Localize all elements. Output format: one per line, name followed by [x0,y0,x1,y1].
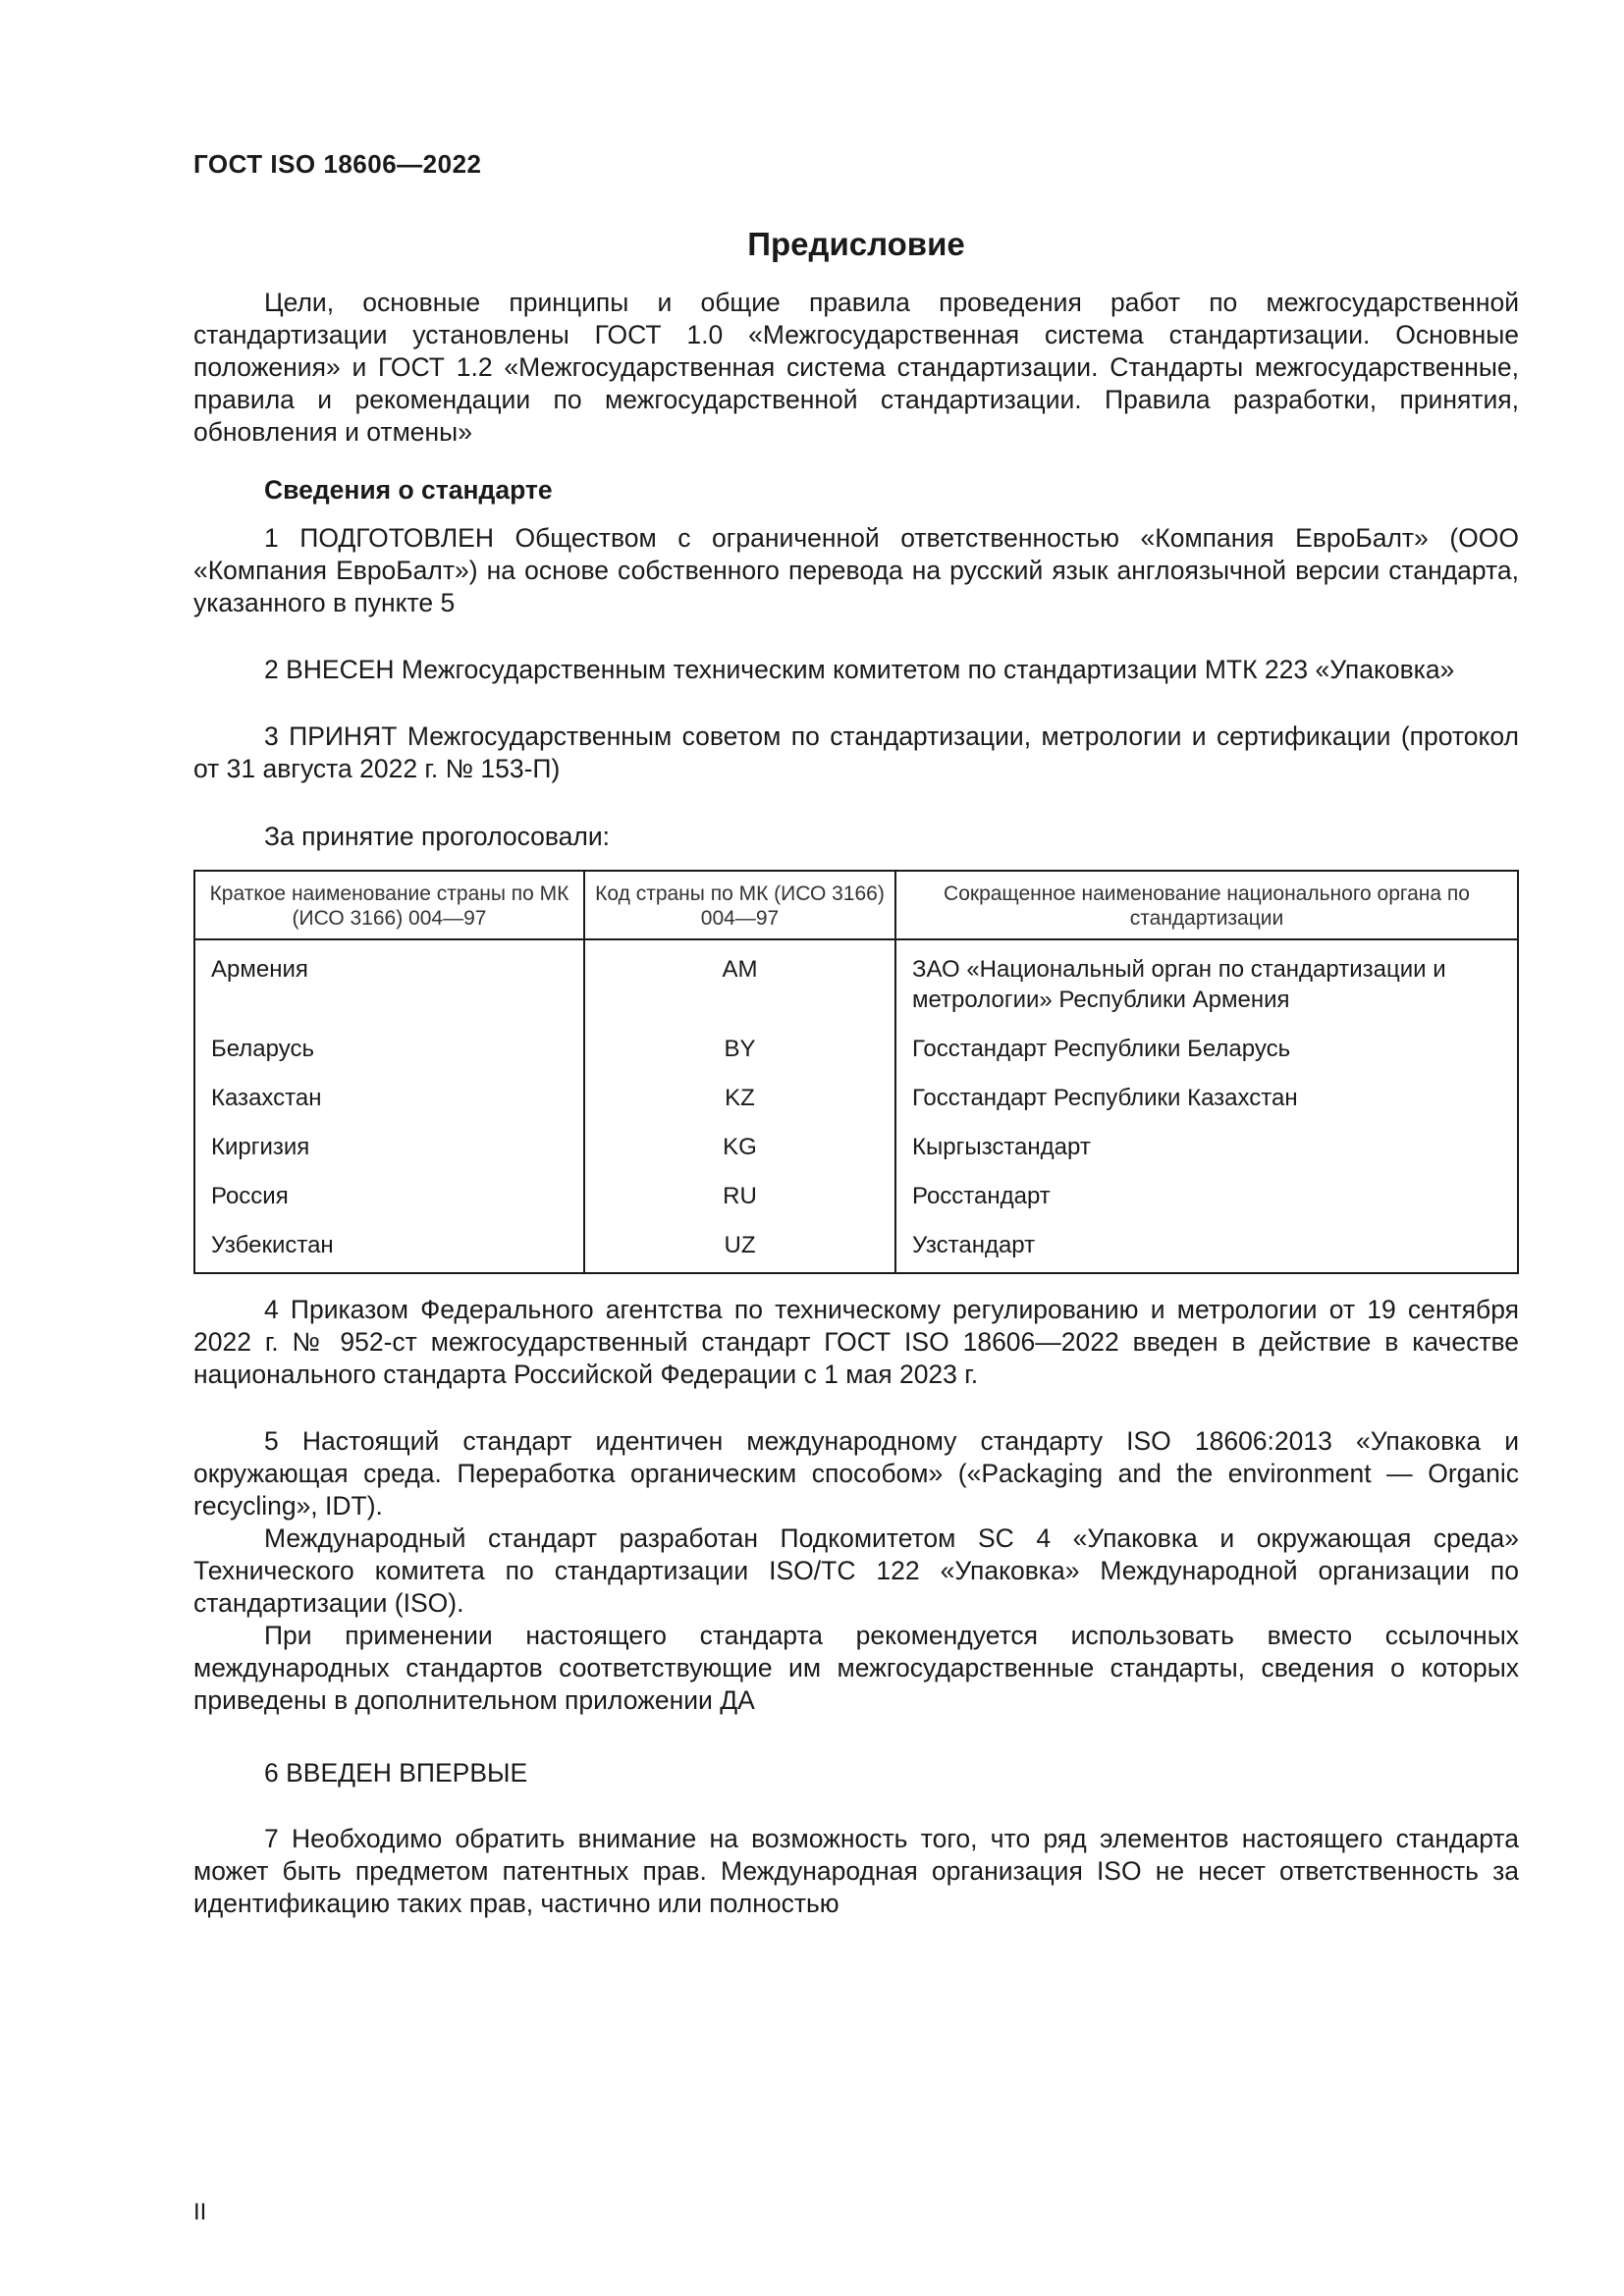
cell-country: Казахстан [194,1075,584,1124]
page-title: Предисловие [747,226,965,262]
table-header-row [194,871,1518,939]
voting-table [193,870,1519,1274]
table-row [194,1075,1518,1124]
cell-country: Киргизия [194,1124,584,1173]
vote-intro-text: За принятие проголосовали: [264,822,611,851]
item-1 [193,522,1519,619]
cell-code: UZ [584,1222,895,1273]
item-1-text: 1 ПОДГОТОВЛЕН Обществом с ограниченной ответственностью «Компания ЕвроБалт» (ООО «Компания ЕвроБалт») на основе собственного перевода на русский язык англоязычной версии стандарта, указанного в пункте 5 [193,523,1519,617]
intro-paragraph [193,287,1519,449]
item-3-text: 3 ПРИНЯТ Межгосударственным советом по стандартизации, метрологии и сертификации (протокол от 31 августа 2022 г. № 153-П) [193,721,1519,783]
item-6-text: 6 ВВЕДЕН ВПЕРВЫЕ [264,1758,528,1788]
table-row [194,1026,1518,1075]
document-page [193,0,1519,2296]
table-row [194,1222,1518,1273]
item-3 [193,721,1519,785]
cell-code: KG [584,1124,895,1173]
item-7 [193,1823,1519,1920]
header-country: Краткое наименование страны по МК (ИСО 3166) 004—97 [194,871,584,939]
page-number: II [193,2199,207,2225]
vote-intro [193,822,1519,852]
cell-body: ЗАО «Национальный орган по стандартизации и метрологии» Республики Армения [895,939,1518,1026]
document-header: ГОСТ ISO 18606—2022 [193,149,482,179]
table-row [194,939,1518,1026]
item-4 [193,1294,1519,1391]
cell-country: Армения [194,939,584,1026]
cell-country: Россия [194,1173,584,1222]
cell-code: KZ [584,1075,895,1124]
cell-country: Узбекистан [194,1222,584,1273]
header-code: Код страны по МК (ИСО 3166) 004—97 [584,871,895,939]
item-2 [193,654,1519,686]
item-7-text: 7 Необходимо обратить внимание на возможность того, что ряд элементов настоящего стандарта может быть предметом патентных прав. Международная организация ISO не несет ответственность за идентификацию таких прав, частично или полностью [193,1824,1519,1918]
item-2-text: 2 ВНЕСЕН Межгосударственным техническим комитетом по стандартизации МТК 223 «Упаковка» [264,655,1455,684]
item-5c-text: При применении настоящего стандарта рекомендуется использовать вместо ссылочных международных стандартов соответствующие им межгосударственные стандарты, сведения о которых приведены в дополнительном приложении ДА [193,1621,1519,1715]
cell-body: Госстандарт Республики Казахстан [895,1075,1518,1124]
cell-code: RU [584,1173,895,1222]
info-heading [193,475,1519,506]
table-row [194,1173,1518,1222]
cell-body: Узстандарт [895,1222,1518,1273]
header-body: Сокращенное наименование национального органа по стандартизации [895,871,1518,939]
cell-body: Росстандарт [895,1173,1518,1222]
item-6 [193,1757,1519,1789]
item-5a-text: 5 Настоящий стандарт идентичен международному стандарту ISO 18606:2013 «Упаковка и окружающая среда. Переработка органическим способом» («Packaging and the environment — Organic recycling», IDT). [193,1426,1519,1521]
intro-text: Цели, основные принципы и общие правила проведения работ по межгосударственной стандартизации установлены ГОСТ 1.0 «Межгосударственная система стандартизации. Основные положения» и ГОСТ 1.2 «Межгосударственная система стандартизации. Стандарты межгосударственные, правила и рекомендации по межгосударственной стандартизации. Правила разработки, принятия, обновления и отмены» [193,288,1519,447]
cell-country: Беларусь [194,1026,584,1075]
table-row [194,1124,1518,1173]
cell-body: Госстандарт Республики Беларусь [895,1026,1518,1075]
item-4-text: 4 Приказом Федерального агентства по техническому регулированию и метрологии от 19 сентября 2022 г. № 952-ст межгосударственный стандарт ГОСТ ISO 18606—2022 введен в действие в качестве национального стандарта Российской Федерации с 1 мая 2023 г. [193,1295,1519,1389]
item-5b-text: Международный стандарт разработан Подкомитетом SC 4 «Упаковка и окружающая среда» Технического комитета по стандартизации ISO/TC 122 «Упаковка» Международной организации по стандартизации (ISO). [193,1523,1519,1618]
info-heading-text: Сведения о стандарте [264,475,553,505]
cell-body: Кыргызстандарт [895,1124,1518,1173]
cell-code: AM [584,939,895,1026]
cell-code: BY [584,1026,895,1075]
item-5 [193,1425,1519,1717]
